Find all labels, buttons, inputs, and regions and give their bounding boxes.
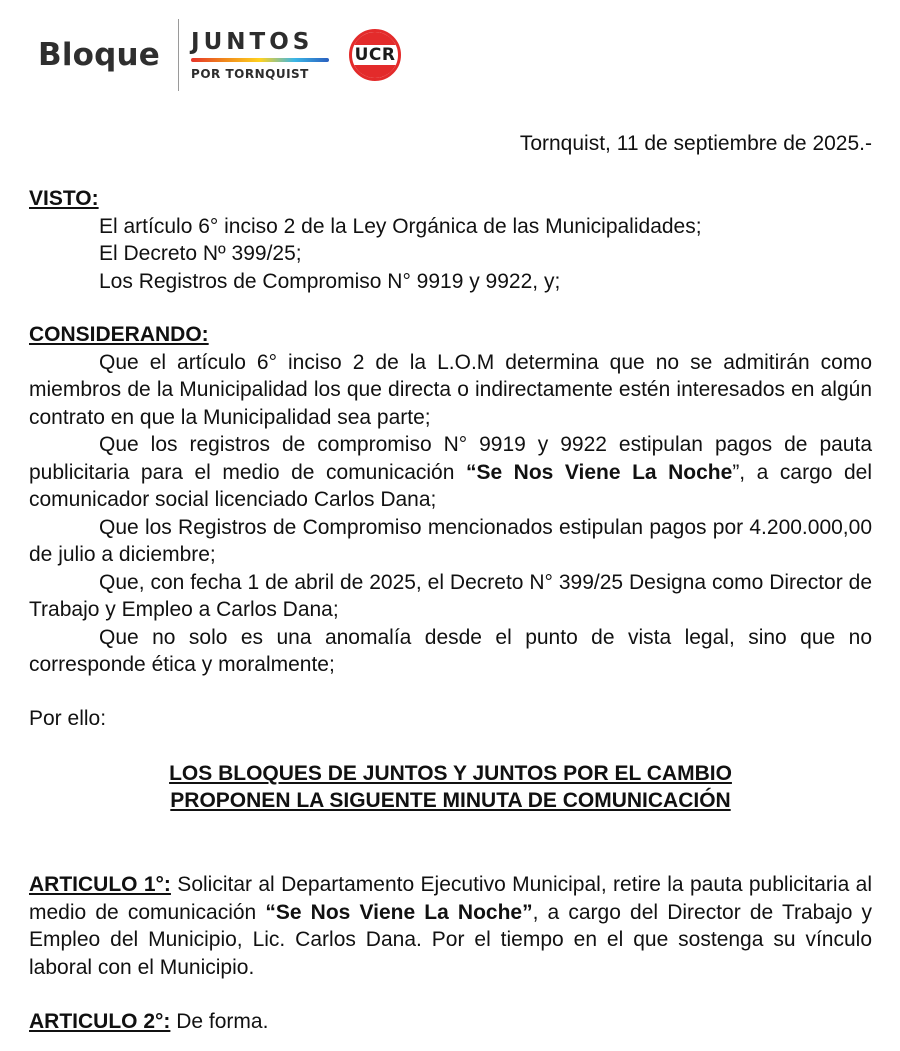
- articulo-1-label: ARTICULO 1°:: [29, 873, 171, 896]
- media-name: “Se Nos Viene La Noche: [465, 460, 733, 484]
- proposal-title: [29, 760, 872, 814]
- por-ello: Por ello:: [29, 707, 107, 730]
- considerando-paragraph: Que, con fecha 1 de abril de 2025, el Decreto N° 399/25 Designa como Director de Trabajo y Empleo a Carlos Dana;: [29, 570, 872, 621]
- media-name: “Se Nos Viene La Noche”: [265, 900, 533, 924]
- ucr-logo-icon: [349, 29, 401, 81]
- articulo-1-text: Solicitar al Departamento Ejecutivo Municipal, retire la pauta publicitaria al medio de comunicación: [29, 873, 872, 924]
- document-date: Tornquist, 11 de septiembre de 2025.-: [519, 132, 872, 155]
- letterhead: [38, 20, 401, 90]
- considerando-paragraph: Que el artículo 6° inciso 2 de la L.O.M determina que no se admitirán como miembros de la Municipalidad los que directa o indirectamente estén interesados en algún contrato en que la Municipalidad sea parte;: [29, 350, 872, 429]
- considerando-paragraph: Que no solo es una anomalía desde el punto de vista legal, sino que no corresponde ética y moralmente;: [29, 625, 872, 676]
- por-tornquist-label: POR TORNQUIST: [191, 67, 309, 81]
- juntos-wordmark: JUNTOS: [191, 29, 314, 55]
- proposal-title-line: LOS BLOQUES DE JUNTOS Y JUNTOS POR EL CAMBIO: [169, 762, 732, 785]
- proposal-title-line: PROPONEN LA SIGUENTE MINUTA DE COMUNICACIÓN: [170, 789, 731, 812]
- visto-line: El artículo 6° inciso 2 de la Ley Orgánica de las Municipalidades;: [99, 214, 702, 238]
- juntos-color-bar: [191, 58, 329, 62]
- visto-line: Los Registros de Compromiso N° 9919 y 9922, y;: [99, 269, 561, 293]
- visto-title: VISTO:: [29, 187, 99, 210]
- considerando-title: CONSIDERANDO:: [29, 323, 209, 346]
- considerando-section: [29, 321, 872, 679]
- articulo-2: [29, 1008, 872, 1036]
- visto-line: El Decreto Nº 399/25;: [99, 242, 302, 265]
- bloque-label: Bloque: [38, 37, 161, 73]
- articulo-2-text: De forma.: [170, 1010, 269, 1033]
- considerando-paragraph: Que los Registros de Compromiso mencionados estipulan pagos por 4.200.000,00 de julio a diciembre;: [29, 515, 872, 566]
- visto-section: [29, 185, 872, 295]
- juntos-logo: [191, 29, 329, 81]
- articulo-2-label: ARTICULO 2°:: [29, 1010, 171, 1033]
- articulo-1: [29, 871, 872, 981]
- ucr-logo-text: UCR: [354, 45, 396, 65]
- header-divider: [178, 19, 179, 91]
- paragraph-text: ”, a cargo del comunicador social licenciado Carlos Dana;: [29, 460, 872, 511]
- considerando-paragraph: [29, 431, 872, 514]
- paragraph-text: Que los registros de compromiso N° 9919 y 9922 estipulan pagos de pauta publicitaria para el medio de comunicación: [29, 433, 872, 484]
- articulo-1-text: , a cargo del Director de Trabajo y Empleo del Municipio, Lic. Carlos Dana. Por el tiempo en el que sostenga su vínculo laboral con el Municipio.: [29, 900, 873, 979]
